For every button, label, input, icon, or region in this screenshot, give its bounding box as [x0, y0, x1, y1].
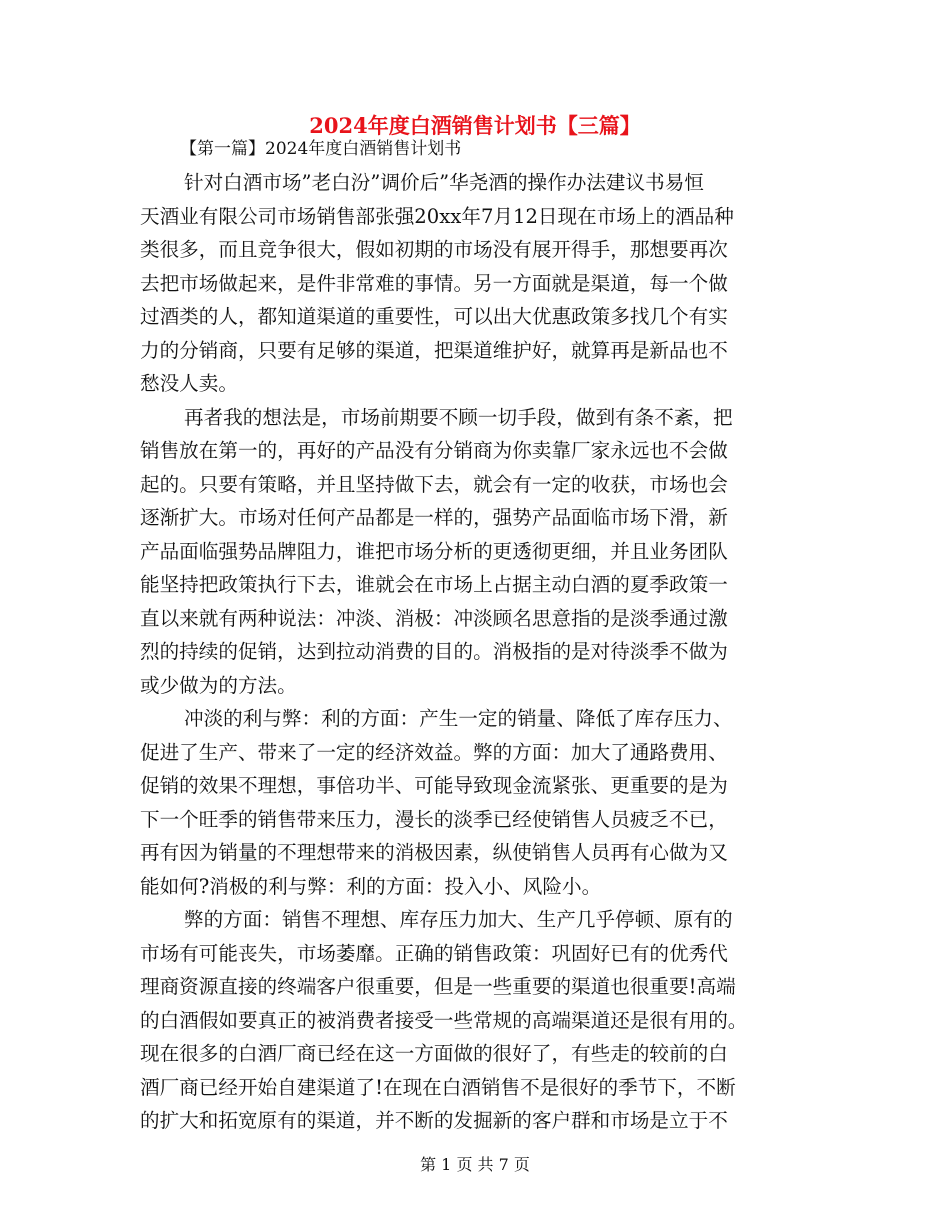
- text-line: 去把市场做起来，是件非常难的事情。另一方面就是渠道，每一个做: [140, 271, 728, 295]
- document-body: [140, 166, 800, 1138]
- text-line: 过酒类的人，都知道渠道的重要性，可以出大优惠政策多找几个有实: [140, 305, 728, 328]
- text-line: 弊的方面：销售不理想、库存压力加大、生产几乎停顿、原有的: [184, 908, 733, 931]
- text-line: 烈的持续的促销，达到拉动消费的目的。消极指的是对待淡季不做为: [140, 640, 728, 663]
- text-line: 的白酒假如要真正的被消费者接受一些常规的高端渠道还是很有用的。: [140, 1008, 748, 1032]
- text-line: 冲淡的利与弊：利的方面：产生一定的销量、降低了库存压力、: [184, 707, 733, 730]
- text-line: 天酒业有限公司市场销售部张强20xx年7月12日现在市场上的酒品种: [140, 204, 734, 228]
- text-line: 能坚持把政策执行下去，谁就会在市场上占据主动白酒的夏季政策一: [140, 573, 728, 596]
- text-line: 的扩大和拓宽原有的渠道，并不断的发掘新的客户群和市场是立于不: [140, 1109, 728, 1132]
- text-line: 再者我的想法是，市场前期要不顾一切手段，做到有条不紊，把: [184, 405, 733, 429]
- text-line: 促进了生产、带来了一定的经济效益。弊的方面：加大了通路费用、: [140, 740, 728, 764]
- text-line: 愁没人卖。: [140, 372, 238, 395]
- text-line: 逐渐扩大。市场对任何产品都是一样的，强势产品面临市场下滑，新: [140, 506, 728, 529]
- page-number-footer: 第 1 页 共 7 页: [420, 1155, 530, 1174]
- text-line: 再有因为销量的不理想带来的消极因素，纵使销售人员再有心做为又: [140, 841, 728, 864]
- text-line: 理商资源直接的终端客户很重要，但是一些重要的渠道也很重要!高端: [140, 975, 736, 998]
- text-line: 下一个旺季的销售带来压力，漫长的淡季已经使销售人员疲乏不已，: [140, 807, 728, 831]
- text-line: 能如何?消极的利与弊：利的方面：投入小、风险小。: [140, 874, 602, 898]
- text-line: 市场有可能丧失，市场萎靡。正确的销售政策：巩固好已有的优秀代: [140, 941, 728, 965]
- text-line: 或少做为的方法。: [140, 673, 297, 697]
- document-title: 2024年度白酒销售计划书【三篇】: [309, 113, 641, 138]
- text-line: 现在很多的白酒厂商已经在这一方面做的很好了，有些走的较前的白: [140, 1042, 728, 1065]
- text-line: 力的分销商，只要有足够的渠道，把渠道维护好，就算再是新品也不: [140, 338, 728, 362]
- text-line: 产品面临强势品牌阻力，谁把市场分析的更透彻更细，并且业务团队: [140, 539, 728, 563]
- text-line: 销售放在第一的，再好的产品没有分销商为你卖靠厂家永远也不会做: [140, 439, 728, 462]
- text-line: 类很多，而且竞争很大，假如初期的市场没有展开得手，那想要再次: [140, 238, 728, 261]
- text-line: 起的。只要有策略，并且坚持做下去，就会有一定的收获，市场也会: [140, 472, 728, 496]
- text-line: 针对白酒市场”老白汾”调价后”华尧酒的操作办法建议书易恒: [184, 171, 704, 194]
- text-line: 直以来就有两种说法：冲淡、消极：冲淡顾名思意指的是淡季通过激: [140, 606, 728, 630]
- section-heading: 【第一篇】2024年度白酒销售计划书: [180, 139, 462, 159]
- text-line: 促销的效果不理想，事倍功半、可能导致现金流紧张、更重要的是为: [140, 774, 728, 797]
- text-line: 酒厂商已经开始自建渠道了!在现在白酒销售不是很好的季节下，不断: [140, 1075, 736, 1099]
